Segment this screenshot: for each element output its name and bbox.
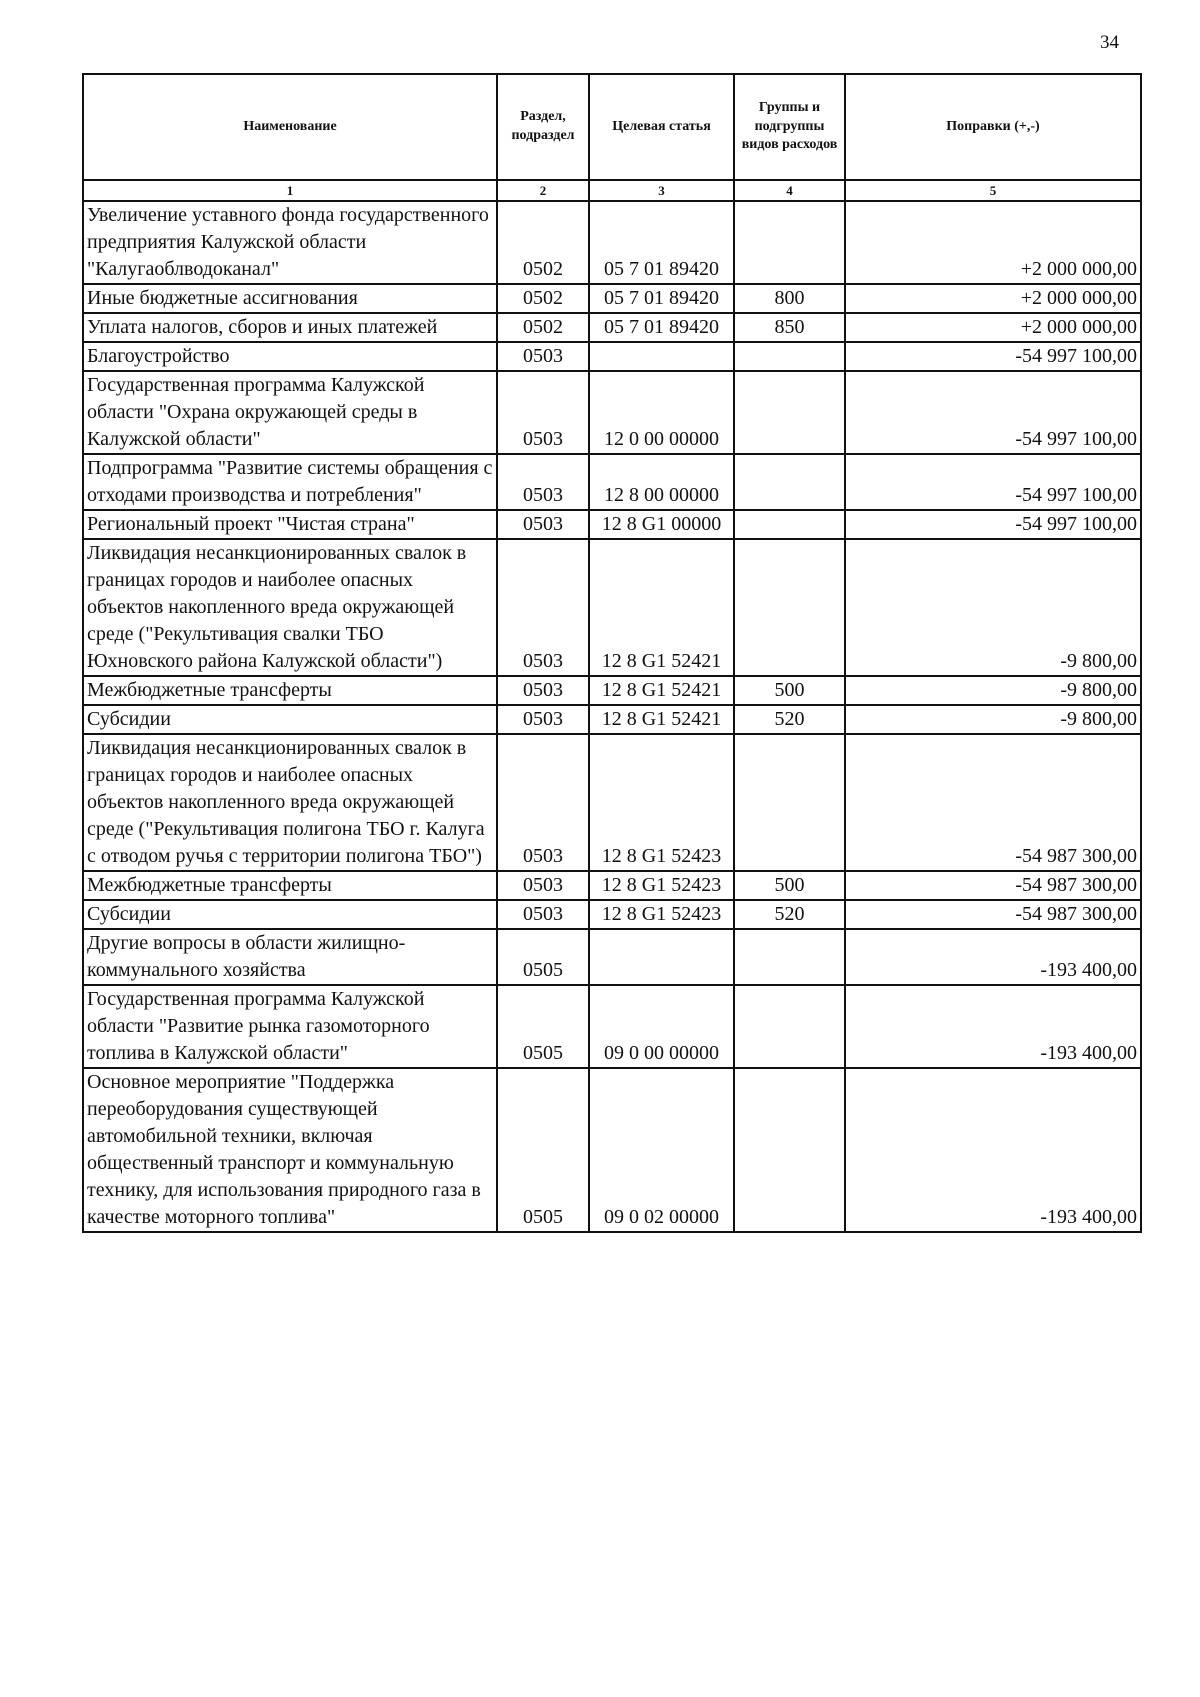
column-number: 2 (497, 180, 589, 201)
row-group: 520 (734, 705, 845, 734)
table-row (83, 454, 1141, 510)
row-group (734, 371, 845, 454)
row-section: 0502 (497, 284, 589, 313)
header-target: Целевая статья (589, 74, 734, 180)
row-group (734, 734, 845, 871)
row-name: Ликвидация несанкционированных свалок в границах городов и наиболее опасных объектов накопленного вреда окружающей среде ("Рекультивация свалки ТБО Юхновского района Калужской области") (83, 539, 497, 676)
table-row (83, 371, 1141, 454)
row-name: Основное мероприятие "Поддержка переоборудования существующей автомобильной техники, включая общественный транспорт и коммунальную технику, для использования природного газа в качестве моторного топлива" (83, 1068, 497, 1232)
row-section: 0503 (497, 676, 589, 705)
row-section: 0503 (497, 734, 589, 871)
row-amount: -54 997 100,00 (845, 454, 1141, 510)
column-number: 5 (845, 180, 1141, 201)
column-number: 1 (83, 180, 497, 201)
row-amount: -54 987 300,00 (845, 734, 1141, 871)
row-amount: -9 800,00 (845, 676, 1141, 705)
table-row (83, 734, 1141, 871)
row-section: 0505 (497, 985, 589, 1068)
row-target (589, 342, 734, 371)
row-amount: -54 987 300,00 (845, 871, 1141, 900)
row-group (734, 510, 845, 539)
table-row (83, 985, 1141, 1068)
row-target: 12 8 00 00000 (589, 454, 734, 510)
row-target: 12 8 G1 52423 (589, 871, 734, 900)
row-target (589, 929, 734, 985)
row-group (734, 539, 845, 676)
table-header-row (83, 74, 1141, 180)
row-section: 0503 (497, 871, 589, 900)
row-name: Государственная программа Калужской области "Охрана окружающей среды в Калужской области" (83, 371, 497, 454)
row-group (734, 929, 845, 985)
row-name: Ликвидация несанкционированных свалок в границах городов и наиболее опасных объектов накопленного вреда окружающей среде ("Рекультивация полигона ТБО г. Калуга с отводом ручья с территории полигона ТБО") (83, 734, 497, 871)
row-name: Межбюджетные трансферты (83, 871, 497, 900)
table-row (83, 284, 1141, 313)
row-section: 0503 (497, 510, 589, 539)
row-name: Увеличение уставного фонда государственного предприятия Калужской области "Калугаоблводоканал" (83, 201, 497, 284)
row-target: 09 0 02 00000 (589, 1068, 734, 1232)
table-row (83, 201, 1141, 284)
row-amount: -9 800,00 (845, 705, 1141, 734)
table-row (83, 539, 1141, 676)
row-amount: -54 997 100,00 (845, 371, 1141, 454)
row-amount: -193 400,00 (845, 1068, 1141, 1232)
row-group (734, 985, 845, 1068)
row-name: Другие вопросы в области жилищно-коммунального хозяйства (83, 929, 497, 985)
row-amount: -54 997 100,00 (845, 342, 1141, 371)
row-target: 05 7 01 89420 (589, 201, 734, 284)
row-target: 12 8 G1 52423 (589, 734, 734, 871)
row-name: Субсидии (83, 900, 497, 929)
row-target: 09 0 00 00000 (589, 985, 734, 1068)
row-section: 0503 (497, 342, 589, 371)
row-amount: -193 400,00 (845, 929, 1141, 985)
row-target: 05 7 01 89420 (589, 284, 734, 313)
column-number: 4 (734, 180, 845, 201)
column-number-row (83, 180, 1141, 201)
row-amount: +2 000 000,00 (845, 201, 1141, 284)
header-amount: Поправки (+,-) (845, 74, 1141, 180)
header-group: Группы и подгруппы видов расходов (734, 74, 845, 180)
row-section: 0503 (497, 705, 589, 734)
column-number: 3 (589, 180, 734, 201)
row-section: 0502 (497, 313, 589, 342)
row-target: 12 8 G1 00000 (589, 510, 734, 539)
row-section: 0503 (497, 900, 589, 929)
row-section: 0503 (497, 454, 589, 510)
row-amount: -193 400,00 (845, 985, 1141, 1068)
table-row (83, 705, 1141, 734)
budget-amendments-table (82, 73, 1142, 1233)
table-row (83, 1068, 1141, 1232)
row-target: 12 8 G1 52421 (589, 676, 734, 705)
row-target: 12 0 00 00000 (589, 371, 734, 454)
header-section: Раздел, подраздел (497, 74, 589, 180)
page-number: 34 (1100, 32, 1119, 53)
row-group: 500 (734, 871, 845, 900)
table-row (83, 313, 1141, 342)
row-group (734, 454, 845, 510)
row-section: 0503 (497, 371, 589, 454)
row-target: 12 8 G1 52421 (589, 539, 734, 676)
row-amount: +2 000 000,00 (845, 313, 1141, 342)
table-row (83, 676, 1141, 705)
row-name: Подпрограмма "Развитие системы обращения с отходами производства и потребления" (83, 454, 497, 510)
table-row (83, 929, 1141, 985)
row-group (734, 201, 845, 284)
row-amount: -54 997 100,00 (845, 510, 1141, 539)
row-name: Региональный проект "Чистая страна" (83, 510, 497, 539)
row-section: 0505 (497, 1068, 589, 1232)
row-target: 05 7 01 89420 (589, 313, 734, 342)
row-group (734, 1068, 845, 1232)
row-group: 800 (734, 284, 845, 313)
row-group: 520 (734, 900, 845, 929)
row-group: 500 (734, 676, 845, 705)
table-row (83, 871, 1141, 900)
row-target: 12 8 G1 52421 (589, 705, 734, 734)
row-name: Иные бюджетные ассигнования (83, 284, 497, 313)
row-group (734, 342, 845, 371)
row-group: 850 (734, 313, 845, 342)
row-section: 0503 (497, 539, 589, 676)
row-name: Межбюджетные трансферты (83, 676, 497, 705)
row-name: Благоустройство (83, 342, 497, 371)
row-amount: -54 987 300,00 (845, 900, 1141, 929)
table-row (83, 900, 1141, 929)
table-row (83, 342, 1141, 371)
row-amount: -9 800,00 (845, 539, 1141, 676)
table-row (83, 510, 1141, 539)
row-target: 12 8 G1 52423 (589, 900, 734, 929)
row-name: Субсидии (83, 705, 497, 734)
row-amount: +2 000 000,00 (845, 284, 1141, 313)
row-section: 0502 (497, 201, 589, 284)
row-section: 0505 (497, 929, 589, 985)
row-name: Государственная программа Калужской области "Развитие рынка газомоторного топлива в Калужской области" (83, 985, 497, 1068)
header-name: Наименование (83, 74, 497, 180)
row-name: Уплата налогов, сборов и иных платежей (83, 313, 497, 342)
